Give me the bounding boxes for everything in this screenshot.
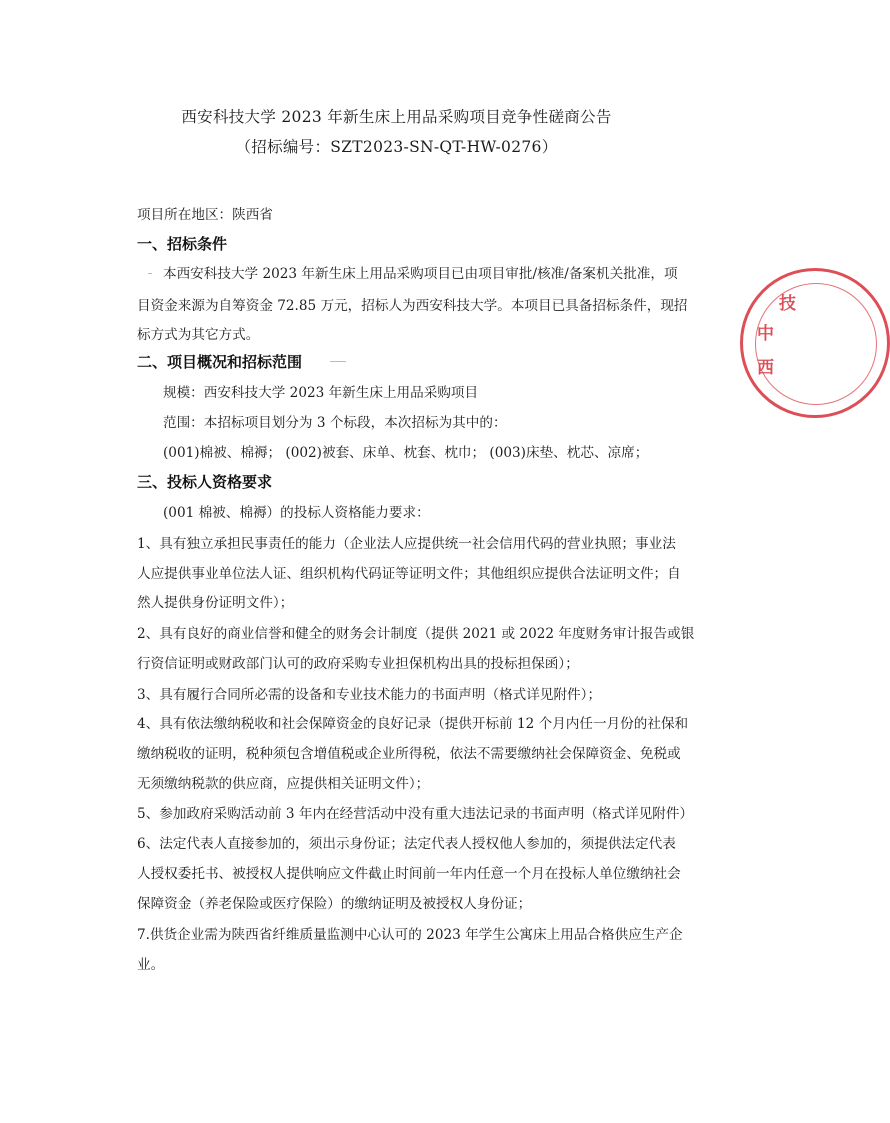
scan-artifact	[330, 361, 346, 362]
requirement-line: 5、参加政府采购活动前 3 年内在经营活动中没有重大违法记录的书面声明（格式详见附件）	[137, 806, 694, 822]
paragraph-line: 本西安科技大学 2023 年新生床上用品采购项目已由项目审批/核准/备案机关批准，项	[163, 266, 678, 282]
qualification-intro: (001 棉被、棉褥）的投标人资格能力要求：	[163, 505, 430, 521]
lot-list: (001)棉被、棉褥； (002)被套、床单、枕套、枕巾； (003)床垫、枕芯、凉席；	[163, 445, 649, 461]
paragraph-line: 目资金来源为自筹资金 72.85 万元，招标人为西安科技大学。本项目已具备招标条件，现招	[137, 298, 688, 314]
requirement-line: 保障资金（养老保险或医疗保险）的缴纳证明及被授权人身份证；	[137, 896, 532, 912]
requirement-line: 人授权委托书、被授权人提供响应文件截止时间前一年内任意一个月在投标人单位缴纳社会	[137, 866, 681, 882]
document-title: 西安科技大学 2023 年新生床上用品采购项目竞争性磋商公告	[181, 108, 612, 126]
section-heading-3: 三、投标人资格要求	[137, 473, 273, 491]
requirement-line: 7.供货企业需为陕西省纤维质量监测中心认可的 2023 年学生公寓床上用品合格供应生产企	[137, 927, 683, 943]
project-scale: 规模：西安科技大学 2023 年新生床上用品采购项目	[163, 385, 479, 401]
requirement-line: 无须缴纳税款的供应商，应提供相关证明文件）；	[137, 776, 430, 792]
project-region: 项目所在地区：陕西省	[137, 207, 273, 223]
seal-char: 西	[757, 358, 774, 378]
requirement-line: 人应提供事业单位法人证、组织机构代码证等证明文件；其他组织应提供合法证明文件；自	[137, 566, 681, 582]
paragraph-line: 标方式为其它方式。	[137, 327, 260, 343]
project-scope: 范围：本招标项目划分为 3 个标段，本次招标为其中的：	[163, 415, 507, 431]
requirement-line: 然人提供身份证明文件）；	[137, 595, 294, 611]
requirement-line: 4、具有依法缴纳税收和社会保障资金的良好记录（提供开标前 12 个月内任一月份的社保和	[137, 716, 689, 732]
seal-inner-ring	[755, 283, 877, 405]
requirement-line: 业。	[137, 957, 165, 973]
section-heading-1: 一、招标条件	[137, 235, 228, 253]
requirement-line: 行资信证明或财政部门认可的政府采购专业担保机构出具的投标担保函）；	[137, 656, 579, 672]
requirement-line: 缴纳税收的证明，税种须包含增值税或企业所得税，依法不需要缴纳社会保障资金、免税或	[137, 746, 681, 762]
seal-char: 技	[779, 294, 796, 314]
scan-artifact	[148, 273, 152, 274]
official-seal	[740, 268, 890, 418]
requirement-line: 3、具有履行合同所必需的设备和专业技术能力的书面声明（格式详见附件）；	[137, 687, 602, 703]
tender-number: （招标编号：SZT2023-SN-QT-HW-0276）	[235, 138, 558, 156]
requirement-line: 2、具有良好的商业信誉和健全的财务会计制度（提供 2021 或 2022 年度财务审计报告或银	[137, 626, 695, 642]
requirement-line: 1、具有独立承担民事责任的能力（企业法人应提供统一社会信用代码的营业执照；事业法	[137, 536, 676, 552]
section-heading-2: 二、项目概况和招标范围	[137, 353, 303, 371]
seal-char: 中	[757, 324, 774, 344]
requirement-line: 6、法定代表人直接参加的，须出示身份证；法定代表人授权他人参加的，须提供法定代表	[137, 836, 676, 852]
